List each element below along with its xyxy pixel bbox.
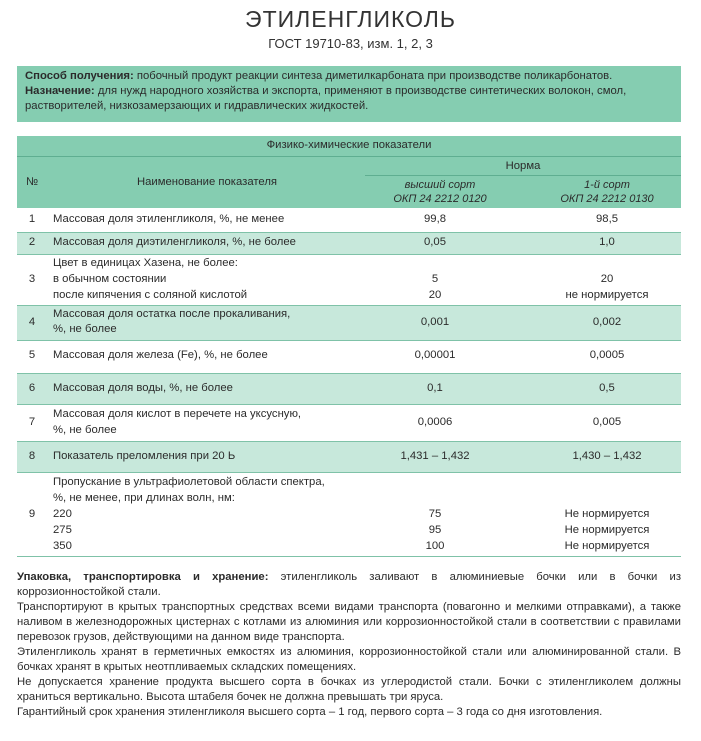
table-row: 8 Показатель преломления при 20 Ь 1,431 – 1,432 1,430 – 1,432: [17, 442, 681, 472]
table-row: 2 Массовая доля диэтиленгликоля, %, не более 0,05 1,0: [17, 233, 681, 254]
table-row: 6 Массовая доля воды, %, не более 0,1 0,5: [17, 374, 681, 404]
storage-paragraph: Не допускается хранение продукта высшего сорта в бочках из углеродистой стали. Бочки с этиленгликолем должны храниться вертикально. Высота штабеля бочек не должна превышать три яруса.: [17, 676, 681, 703]
intro-box: [17, 66, 681, 122]
production-text: побочный продукт реакции синтеза диметилкарбоната при производстве поликарбонатов.: [133, 70, 613, 82]
table-header: [17, 136, 681, 208]
storage-label: Упаковка, транспортировка и хранение:: [17, 571, 269, 583]
storage-section: Упаковка, транспортировка и хранение: этиленгликоль заливают в алюминиевые бочки или в бочки из коррозионностойкой стали. Транспортируют в крытых транспортных средствах всеми видами транспорта (повагонно и мелкими отправками), а также наливом в железнодорожных цистернах с котлами из алюминия или коррозионностойкой стали в соответствии с правилами перевозок грузов, действующими на данном виде транспорта. Этиленгликоль хранят в герметичных емкостях из алюминия, коррозионностойкой стали или алюминированной стали. В бочках хранят в крытых неотпливаемых складских помещениях. Не допускается хранение продукта высшего сорта в бочках из углеродистой стали. Бочки с этиленгликолем должны храниться вертикально. Высота штабеля бочек не должна превышать три яруса. Гарантийный срок хранения этиленгликоля высшего сорта – 1 год, первого сорта – 3 года со дня изготовления.: [17, 571, 681, 718]
storage-paragraph: Гарантийный срок хранения этиленгликоля высшего сорта – 1 год, первого сорта – 3 года со дня изготовления.: [17, 706, 603, 718]
table-row: 1 Массовая доля этиленгликоля, %, не менее 99,8 98,5: [28, 213, 618, 225]
col-num-header: №: [25, 176, 39, 188]
table-row: 5 Массовая доля железа (Fe), %, не более 0,00001 0,0005: [28, 349, 625, 361]
col-norm-header: Норма: [505, 160, 541, 172]
table-row: 9 Пропускание в ультрафиолетовой области спектра, %, не менее, при длинах волн, нм: 220 275 350 75 95 100 Не нормируется Не нормируется Не нормируется: [28, 476, 650, 552]
section-title: Физико-химические показатели: [266, 139, 432, 151]
storage-paragraph: Этиленгликоль хранят в герметичных емкостях из алюминия, коррозионностойкой стали или алюминированной стали. В бочках хранят в крытых неотпливаемых складских помещениях.: [17, 646, 681, 673]
grade1-code: ОКП 24 2212 0120: [393, 193, 487, 205]
col-name-header: Наименование показателя: [136, 176, 278, 188]
storage-paragraph: Транспортируют в крытых транспортных средствах всеми видами транспорта (повагонно и мелкими отправками), а также наливом в железнодорожных цистернах с котлами из алюминия или коррозионностойкой стали в соответствии с правилами перевозок грузов, действующими на данном виде транспорта.: [17, 601, 681, 643]
table-row: 4 Массовая доля остатка после прокаливания, %, не более 0,001 0,002: [17, 306, 681, 340]
page-title: ЭТИЛЕНГЛИКОЛЬ: [245, 6, 456, 32]
gost-subtitle: ГОСТ 19710-83, изм. 1, 2, 3: [268, 36, 433, 51]
purpose-label: Назначение:: [25, 85, 95, 97]
table-row: 3 Цвет в единицах Хазена, не более: в обычном состоянии после кипячения с соляной кислотой 5 20 20 не нормируется: [28, 257, 649, 301]
production-label: Способ получения:: [25, 70, 134, 82]
grade1-header: высший сорт: [404, 179, 476, 191]
purpose-text: для нужд народного хозяйства и экспорта, применяют в производстве синтетических волокон, смол, растворителей, низкозамерзающих и гидравлических жидкостей.: [25, 85, 627, 112]
grade2-header: 1-й сорт: [584, 179, 630, 191]
table-row: 7 Массовая доля кислот в перечете на уксусную, %, не более 0,0006 0,005: [28, 408, 622, 436]
grade2-code: ОКП 24 2212 0130: [560, 193, 654, 205]
